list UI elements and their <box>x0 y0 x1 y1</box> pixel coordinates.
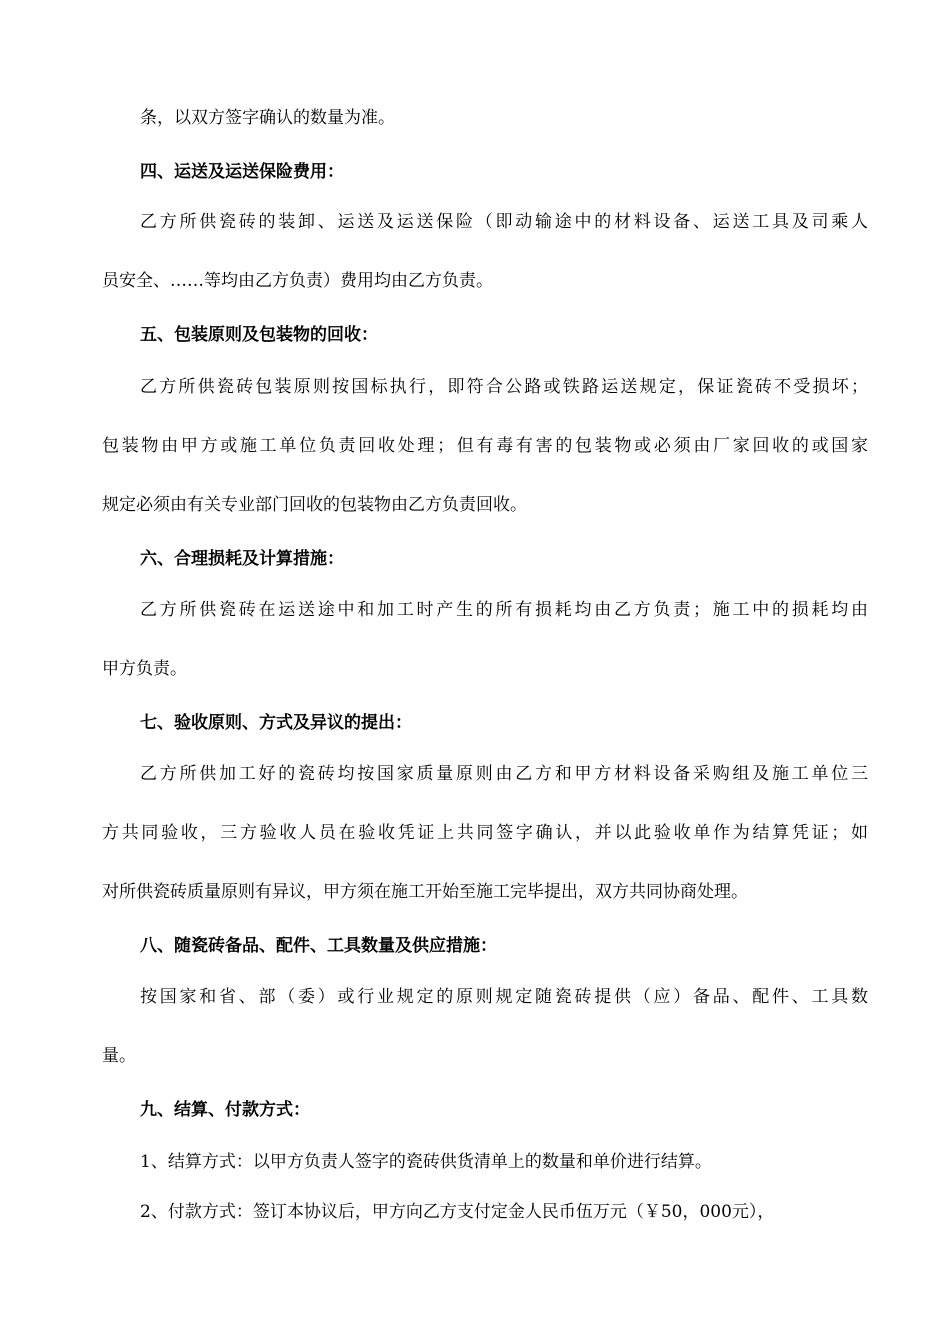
section-heading-6: 六、合理损耗及计算措施： <box>140 549 344 569</box>
paragraph-line: 量。 <box>102 1046 136 1066</box>
paragraph-line: 2、付款方式：签订本协议后，甲方向乙方支付定金人民币伍万元（￥50，000元）， <box>140 1202 775 1222</box>
paragraph-line: 乙方所供瓷砖在运送途中和加工时产生的所有损耗均由乙方负责；施工中的损耗均由 <box>140 600 868 620</box>
paragraph-line: 员安全、……等均由乙方负责）费用均由乙方负责。 <box>102 271 493 291</box>
paragraph-line: 乙方所供瓷砖包装原则按国标执行，即符合公路或铁路运送规定，保证瓷砖不受损坏； <box>140 377 868 397</box>
paragraph-line: 包装物由甲方或施工单位负责回收处理；但有毒有害的包装物或必须由厂家回收的或国家 <box>102 436 868 456</box>
section-heading-7: 七、验收原则、方式及异议的提出： <box>140 713 412 733</box>
paragraph-line: 1、结算方式：以甲方负责人签字的瓷砖供货清单上的数量和单价进行结算。 <box>140 1152 712 1172</box>
section-heading-5: 五、包装原则及包装物的回收： <box>140 325 378 345</box>
section-heading-9: 九、结算、付款方式： <box>140 1100 310 1120</box>
paragraph-line: 甲方负责。 <box>102 659 187 679</box>
paragraph-line: 方共同验收，三方验收人员在验收凭证上共同签字确认，并以此验收单作为结算凭证；如 <box>102 823 868 843</box>
paragraph-line: 乙方所供瓷砖的装卸、运送及运送保险（即动输途中的材料设备、运送工具及司乘人 <box>140 212 868 232</box>
paragraph-line: 规定必须由有关专业部门回收的包装物由乙方负责回收。 <box>102 495 527 515</box>
paragraph-line: 对所供瓷砖质量原则有异议，甲方须在施工开始至施工完毕提出，双方共同协商处理。 <box>102 882 748 902</box>
paragraph-line: 条，以双方签字确认的数量为准。 <box>140 108 395 128</box>
paragraph-line: 乙方所供加工好的瓷砖均按国家质量原则由乙方和甲方材料设备采购组及施工单位三 <box>140 764 868 784</box>
section-heading-4: 四、运送及运送保险费用： <box>140 162 344 182</box>
paragraph-line: 按国家和省、部（委）或行业规定的原则规定随瓷砖提供（应）备品、配件、工具数 <box>140 987 868 1007</box>
section-heading-8: 八、随瓷砖备品、配件、工具数量及供应措施： <box>140 936 497 956</box>
